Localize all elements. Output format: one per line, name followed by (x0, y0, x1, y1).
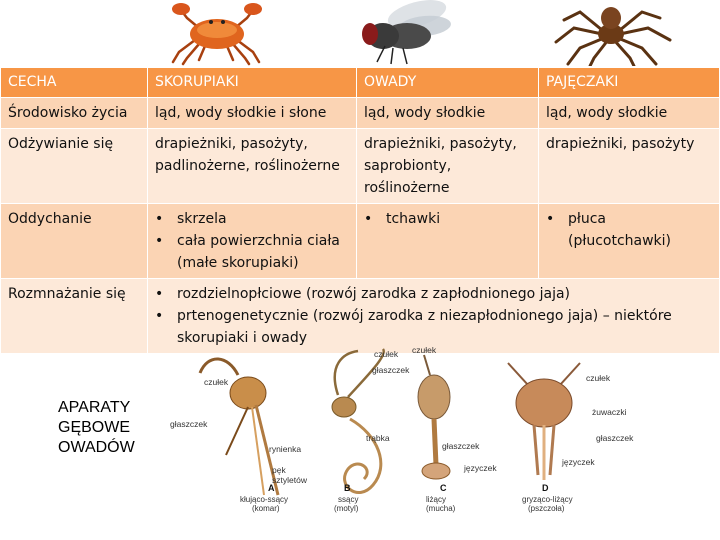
panel-caption: (mucha) (426, 504, 456, 513)
list-item: • rozdzielnopłciowe (rozwój zarodka z zapłodnionego jaja) (155, 283, 713, 305)
panel-caption: ssący (338, 495, 359, 504)
cell-arachnids (539, 204, 720, 279)
list-item: • cała powierzchnia ciała (małe skorupiaki) (155, 230, 350, 274)
panel-butterfly (332, 349, 410, 513)
panel-caption: (komar) (252, 504, 280, 513)
label-czulek-b: czułek (374, 349, 399, 359)
comparison-table (0, 67, 720, 354)
cell-arachnids: drapieżniki, pasożyty (539, 129, 720, 204)
list-item: • prtenogenetycznie (rozwój zarodka z niezapłodnionego jaja) – niektóre skorupiaki i owady (155, 305, 713, 349)
header-cecha: CECHA (1, 68, 148, 98)
table-header-row (1, 68, 720, 98)
bullet-text: rozdzielnopłciowe (rozwój zarodka z zapłodnionego jaja) (177, 286, 571, 302)
panel-letter: A (268, 483, 275, 493)
label-czulek: czułek (204, 377, 229, 387)
panel-housefly (412, 345, 497, 513)
table-row (1, 279, 720, 354)
panel-letter: B (344, 483, 351, 493)
row-feature: Oddychanie (1, 204, 148, 279)
panel-caption: gryząco-liżący (522, 495, 573, 504)
label-czulek-c: czułek (412, 345, 437, 355)
label-jezyczek-c: języczek (464, 463, 497, 473)
label-czulek-d: czułek (586, 373, 611, 383)
panel-caption: (pszczoła) (528, 504, 565, 513)
cell-insects (357, 204, 539, 279)
panel-letter: C (440, 483, 447, 493)
cell-crustaceans (148, 204, 357, 279)
table-row (1, 98, 720, 129)
cell-crustaceans: ląd, wody słodkie i słone (148, 98, 357, 129)
bullet-text: prtenogenetycznie (rozwój zarodka z niezapłodnionego jaja) – niektóre skorupiaki i owady (177, 308, 672, 346)
bullet-text: płuca (płucotchawki) (568, 211, 672, 249)
spider-image (550, 0, 675, 66)
bullet-text: tchawki (386, 211, 441, 227)
panel-letter: D (542, 483, 549, 493)
cell-insects: drapieżniki, pasożyty, saprobionty, roślinożerne (357, 129, 539, 204)
cell-arachnids: ląd, wody słodkie (539, 98, 720, 129)
title-line: GĘBOWE (58, 419, 131, 436)
label-rynienka: rynienka (269, 444, 302, 454)
label-glaszczek-d: głaszczek (596, 433, 634, 443)
label-zuwaczki: żuwaczki (592, 407, 627, 417)
label-glaszczek: głaszczek (170, 419, 208, 429)
mouthparts-title (58, 398, 135, 458)
label-pek-sztyletow-1: pęk (272, 465, 286, 475)
cell-insects: ląd, wody słodkie (357, 98, 539, 129)
header-pajeczaki: PAJĘCZAKI (539, 68, 720, 98)
label-jezyczek-d: języczek (562, 457, 595, 467)
label-pek-sztyletow-2: sztyletów (272, 475, 307, 485)
list-item: • płuca (płucotchawki) (546, 208, 713, 252)
header-owady: OWADY (357, 68, 539, 98)
label-glaszczek-b: głaszczek (372, 365, 410, 375)
row-feature: Środowisko życia (1, 98, 148, 129)
title-line: OWADÓW (58, 439, 135, 456)
panel-caption: liżący (426, 495, 447, 504)
fly-image (345, 0, 455, 66)
cell-crustaceans: drapieżniki, pasożyty, padlinożerne, roślinożerne (148, 129, 357, 204)
list-item: • tchawki (364, 208, 532, 230)
cell-reproduction-all (148, 279, 720, 354)
crab-image (165, 0, 270, 66)
label-trabka: trąbka (366, 433, 390, 443)
table-row (1, 129, 720, 204)
panel-bee (508, 363, 634, 513)
panel-caption: kłująco-ssący (240, 495, 289, 504)
row-feature: Odżywianie się (1, 129, 148, 204)
mouthparts-illustration (168, 345, 648, 520)
bullet-text: cała powierzchnia ciała (małe skorupiaki) (177, 233, 340, 271)
list-item: • skrzela (155, 208, 350, 230)
table-row (1, 204, 720, 279)
label-glaszczek-c: głaszczek (442, 441, 480, 451)
row-feature: Rozmnażanie się (1, 279, 148, 354)
header-skorupiaki: SKORUPIAKI (148, 68, 357, 98)
panel-mosquito (170, 359, 308, 513)
title-line: APARATY (58, 399, 131, 416)
panel-caption: (motyl) (334, 504, 359, 513)
bullet-text: skrzela (177, 211, 227, 227)
